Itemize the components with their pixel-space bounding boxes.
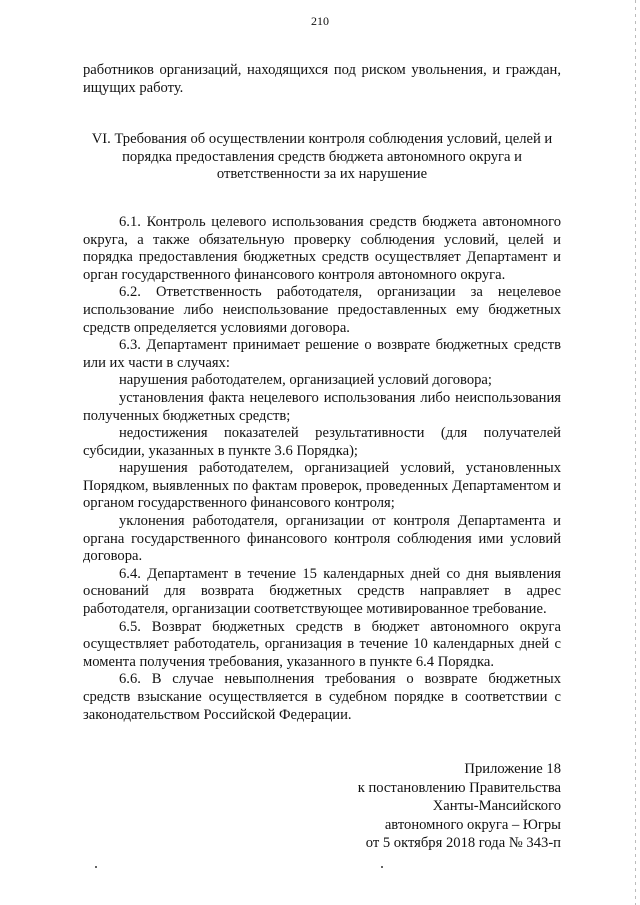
- case-item: установления факта нецелевого использования либо неиспользования полученных бюджетных средств;: [83, 389, 561, 424]
- scan-speck: [381, 866, 383, 868]
- appendix-header: [358, 760, 561, 853]
- document-body: [83, 62, 561, 724]
- paragraph-6-6: 6.6. В случае невыполнения требования о возврате бюджетных средств взыскание осуществляется в судебном порядке в соответствии с законодательством Российской Федерации.: [83, 671, 561, 723]
- intro-paragraph: работников организаций, находящихся под риском увольнения, и граждан, ищущих работу.: [83, 62, 561, 96]
- scan-edge: [635, 0, 636, 905]
- scan-speck: [95, 866, 97, 868]
- paragraph-6-3: 6.3. Департамент принимает решение о возврате бюджетных средств или их части в случаях:: [83, 337, 561, 371]
- case-item: недостижения показателей результативности (для получателей субсидии, указанных в пункте 3.6 Порядка);: [83, 425, 561, 459]
- appendix-date: от 5 октября 2018 года № 343-п: [365, 835, 561, 851]
- page-number: 210: [311, 14, 329, 28]
- appendix-line: к постановлению Правительства: [357, 779, 561, 796]
- section-heading: VI. Требования об осуществлении контроля соблюдения условий, целей и порядка предоставления средств бюджета автономного округа и ответственности за их нарушение: [91, 131, 553, 183]
- appendix-line: автономного округа – Югры: [384, 816, 561, 833]
- case-item: нарушения работодателем, организацией условий договора;: [119, 372, 492, 389]
- paragraph-6-2: 6.2. Ответственность работодателя, организации за нецелевое использование либо неиспользование предоставленных ему бюджетных средств определяется условиями договора.: [83, 284, 561, 336]
- appendix-title: Приложение 18: [464, 761, 561, 777]
- paragraph-6-5: 6.5. Возврат бюджетных средств в бюджет автономного округа осуществляет работодатель, организация в течение 10 календарных дней с момента получения требования, указанного в пункте 6.4 Порядка.: [83, 618, 561, 670]
- case-item: нарушения работодателем, организацией условий, установленных Порядком, выявленных по фактам проверок, проведенных Департаментом и органом государственного финансового контроля;: [83, 460, 561, 512]
- paragraph-6-1: 6.1. Контроль целевого использования средств бюджета автономного округа, а также обязательную проверку соблюдения условий, целей и порядка предоставления бюджетных средств осуществляет Департамент и орган государственного финансового контроля автономного округа.: [83, 213, 561, 283]
- paragraph-6-4: 6.4. Департамент в течение 15 календарных дней со дня выявления оснований для возврата бюджетных средств направляет в адрес работодателя, организации соответствующее мотивированное требование.: [83, 565, 561, 618]
- case-item: уклонения работодателя, организации от контроля Департамента и органа государственного финансового контроля соблюдения ими условий договора.: [83, 513, 561, 565]
- appendix-line: Ханты-Мансийского: [432, 798, 561, 814]
